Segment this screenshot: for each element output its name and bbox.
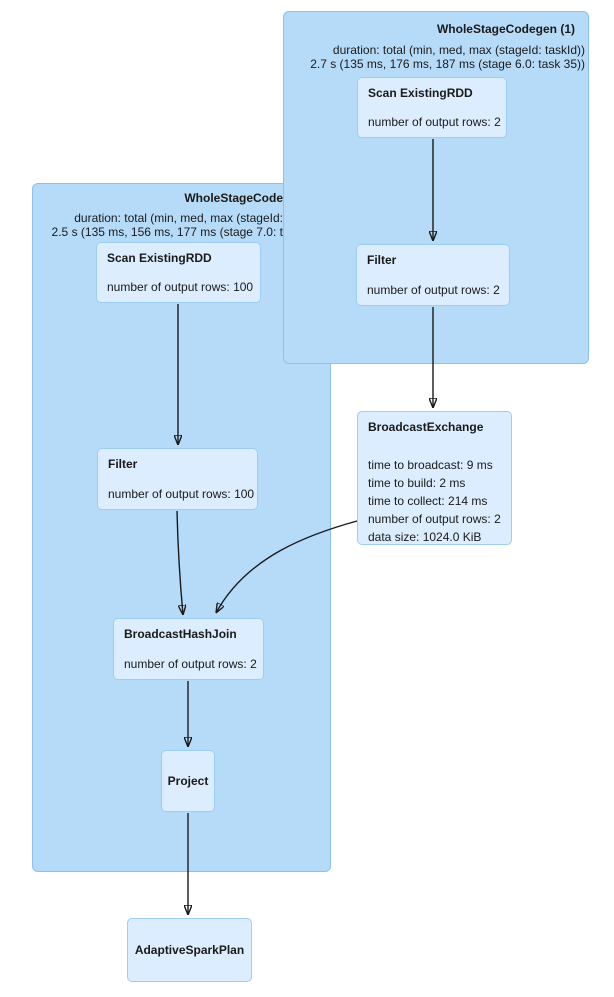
node-metric: number of output rows: 2 — [368, 512, 501, 526]
node-metric: time to collect: 214 ms — [368, 494, 488, 508]
node-title: AdaptiveSparkPlan — [134, 943, 245, 957]
node-metric: number of output rows: 2 — [124, 657, 257, 671]
node-metric: number of output rows: 2 — [367, 283, 500, 297]
node-title: Project — [167, 774, 209, 788]
node-metric: number of output rows: 100 — [107, 280, 254, 294]
cluster-duration-label: duration: total (min, med, max (stageId: taskId)) — [332, 43, 585, 57]
node-title: BroadcastExchange — [368, 420, 484, 434]
node-adaptive-spark-plan[interactable] — [127, 918, 252, 982]
node-metric: time to broadcast: 9 ms — [368, 458, 493, 472]
node-title: Filter — [367, 253, 397, 267]
node-title: BroadcastHashJoin — [124, 627, 237, 641]
node-metrics — [368, 456, 501, 546]
cluster-duration-label: duration: total (min, med, max (stageId: — [74, 211, 283, 225]
node-scan-existing-rdd-2[interactable] — [96, 242, 261, 303]
node-metric: data size: 1024.0 KiB — [368, 530, 482, 544]
node-broadcast-hash-join[interactable] — [113, 618, 264, 680]
node-metric: time to build: 2 ms — [368, 476, 466, 490]
node-metric: number of output rows: 100 — [108, 487, 255, 501]
node-title: Scan ExistingRDD — [368, 86, 473, 100]
node-filter-1[interactable] — [356, 244, 510, 306]
cluster-duration-value: 2.7 s (135 ms, 176 ms, 187 ms (stage 6.0: task 35)) — [310, 57, 585, 71]
cluster-title: WholeStageCode — [184, 191, 283, 205]
node-broadcast-exchange[interactable] — [357, 411, 512, 545]
cluster-wholestagecodegen-1 — [283, 11, 589, 364]
node-scan-existing-rdd-1[interactable] — [357, 77, 507, 138]
node-project[interactable] — [161, 750, 215, 812]
node-filter-2[interactable] — [97, 448, 258, 510]
node-metric: number of output rows: 2 — [368, 115, 501, 129]
node-title: Scan ExistingRDD — [107, 251, 212, 265]
cluster-title: WholeStageCodegen (1) — [436, 22, 575, 36]
node-title: Filter — [108, 457, 138, 471]
cluster-duration-value: 2.5 s (135 ms, 156 ms, 177 ms (stage 7.0: t — [51, 225, 283, 239]
